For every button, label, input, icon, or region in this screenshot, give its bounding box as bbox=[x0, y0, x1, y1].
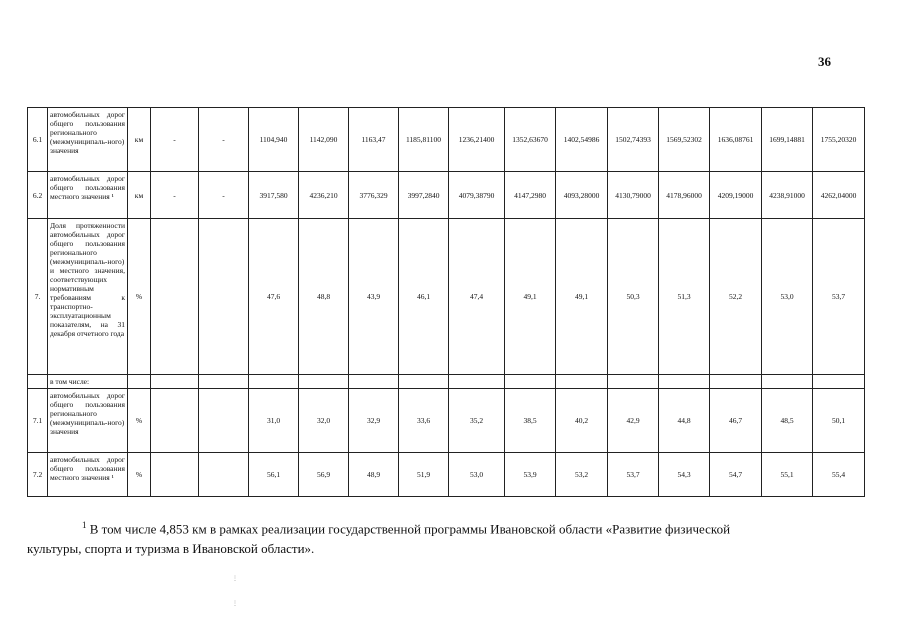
value-cell: 1163,47 bbox=[349, 108, 399, 172]
value-cell: 1104,940 bbox=[249, 108, 299, 172]
value-cell bbox=[449, 375, 505, 389]
base-value-cell: - bbox=[151, 108, 199, 172]
value-cell: 4238,91000 bbox=[762, 172, 813, 219]
value-cell: 55,4 bbox=[813, 453, 865, 497]
scan-artifact: ⋮ bbox=[232, 576, 238, 582]
value-cell: 54,7 bbox=[710, 453, 762, 497]
page-number: 36 bbox=[818, 54, 831, 69]
base-value-cell bbox=[199, 219, 249, 375]
value-cell: 4262,04000 bbox=[813, 172, 865, 219]
value-cell: 47,6 bbox=[249, 219, 299, 375]
value-cell: 1502,74393 bbox=[608, 108, 659, 172]
indicator-name-cell: автомобильных дорог общего пользования местного значения ¹ bbox=[48, 453, 128, 497]
value-cell: 53,9 bbox=[505, 453, 556, 497]
unit-cell: % bbox=[128, 453, 151, 497]
value-cell: 48,5 bbox=[762, 389, 813, 453]
value-cell: 48,9 bbox=[349, 453, 399, 497]
value-cell bbox=[556, 375, 608, 389]
value-cell: 33,6 bbox=[399, 389, 449, 453]
indicator-name-cell: автомобильных дорог общего пользования регионального (межмуниципаль-ного) значения bbox=[48, 389, 128, 453]
table-row bbox=[28, 219, 865, 375]
value-cell: 51,9 bbox=[399, 453, 449, 497]
value-cell: 3776,329 bbox=[349, 172, 399, 219]
value-cell bbox=[505, 375, 556, 389]
row-number-cell: 7.2 bbox=[28, 453, 48, 497]
table-row bbox=[28, 389, 865, 453]
value-cell: 56,1 bbox=[249, 453, 299, 497]
value-cell bbox=[249, 375, 299, 389]
value-cell bbox=[813, 375, 865, 389]
base-value-cell: - bbox=[199, 108, 249, 172]
value-cell: 32,0 bbox=[299, 389, 349, 453]
value-cell: 4130,79000 bbox=[608, 172, 659, 219]
value-cell bbox=[659, 375, 710, 389]
base-value-cell bbox=[151, 389, 199, 453]
value-cell: 47,4 bbox=[449, 219, 505, 375]
base-value-cell: - bbox=[199, 172, 249, 219]
unit-cell: км bbox=[128, 108, 151, 172]
value-cell: 4147,2980 bbox=[505, 172, 556, 219]
table-row bbox=[28, 453, 865, 497]
base-value-cell bbox=[151, 375, 199, 389]
value-cell: 4079,38790 bbox=[449, 172, 505, 219]
footnote-text-line1: В том числе 4,853 км в рамках реализации государственной программы Ивановской области «Развитие физической bbox=[89, 521, 731, 537]
value-cell: 44,8 bbox=[659, 389, 710, 453]
value-cell: 55,1 bbox=[762, 453, 813, 497]
base-value-cell bbox=[199, 375, 249, 389]
base-value-cell bbox=[199, 389, 249, 453]
base-value-cell bbox=[151, 219, 199, 375]
value-cell: 1402,54986 bbox=[556, 108, 608, 172]
unit-cell: км bbox=[128, 172, 151, 219]
base-value-cell bbox=[151, 453, 199, 497]
value-cell: 53,2 bbox=[556, 453, 608, 497]
value-cell: 51,3 bbox=[659, 219, 710, 375]
row-number-cell: 7. bbox=[28, 219, 48, 375]
footnote-text-line2: культуры, спорта и туризма в Ивановской области». bbox=[27, 541, 315, 557]
indicator-name-cell: в том числе: bbox=[48, 375, 128, 389]
value-cell: 1699,14881 bbox=[762, 108, 813, 172]
row-number-cell bbox=[28, 375, 48, 389]
value-cell: 48,8 bbox=[299, 219, 349, 375]
value-cell: 4209,19000 bbox=[710, 172, 762, 219]
value-cell: 4236,210 bbox=[299, 172, 349, 219]
value-cell: 53,0 bbox=[449, 453, 505, 497]
indicator-name-cell: автомобильных дорог общего пользования местного значения ¹ bbox=[48, 172, 128, 219]
unit-cell: % bbox=[128, 219, 151, 375]
value-cell: 53,7 bbox=[608, 453, 659, 497]
value-cell: 53,0 bbox=[762, 219, 813, 375]
value-cell: 49,1 bbox=[556, 219, 608, 375]
value-cell: 52,2 bbox=[710, 219, 762, 375]
value-cell: 1352,63670 bbox=[505, 108, 556, 172]
value-cell: 1755,20320 bbox=[813, 108, 865, 172]
value-cell: 31,0 bbox=[249, 389, 299, 453]
value-cell: 46,1 bbox=[399, 219, 449, 375]
indicators-table bbox=[27, 107, 865, 497]
value-cell: 1185,81100 bbox=[399, 108, 449, 172]
row-number-cell: 6.2 bbox=[28, 172, 48, 219]
value-cell: 4093,28000 bbox=[556, 172, 608, 219]
value-cell: 38,5 bbox=[505, 389, 556, 453]
value-cell bbox=[608, 375, 659, 389]
value-cell: 50,3 bbox=[608, 219, 659, 375]
value-cell bbox=[349, 375, 399, 389]
unit-cell: % bbox=[128, 389, 151, 453]
table-row bbox=[28, 108, 865, 172]
indicator-name-cell: Доля протяженности автомобильных дорог общего пользования регионального (межмуниципаль-ного) и местного значения, соответствующих нормативным требованиям к транспортно-эксплуатационным показателям, на 31 декабря отчетного года bbox=[48, 219, 128, 375]
value-cell: 32,9 bbox=[349, 389, 399, 453]
value-cell: 1236,21400 bbox=[449, 108, 505, 172]
value-cell: 1569,52302 bbox=[659, 108, 710, 172]
value-cell bbox=[710, 375, 762, 389]
footnote-marker: 1 bbox=[82, 520, 87, 530]
value-cell: 35,2 bbox=[449, 389, 505, 453]
table-row bbox=[28, 172, 865, 219]
value-cell: 42,9 bbox=[608, 389, 659, 453]
indicator-name-cell: автомобильных дорог общего пользования регионального (межмуниципаль-ного) значения bbox=[48, 108, 128, 172]
value-cell: 56,9 bbox=[299, 453, 349, 497]
value-cell: 53,7 bbox=[813, 219, 865, 375]
value-cell: 50,1 bbox=[813, 389, 865, 453]
value-cell: 43,9 bbox=[349, 219, 399, 375]
value-cell: 49,1 bbox=[505, 219, 556, 375]
table-row bbox=[28, 375, 865, 389]
row-number-cell: 7.1 bbox=[28, 389, 48, 453]
value-cell: 40,2 bbox=[556, 389, 608, 453]
scan-artifact: ⋮ bbox=[232, 601, 238, 607]
value-cell: 4178,96000 bbox=[659, 172, 710, 219]
unit-cell bbox=[128, 375, 151, 389]
value-cell: 54,3 bbox=[659, 453, 710, 497]
value-cell bbox=[762, 375, 813, 389]
footnote bbox=[27, 515, 835, 559]
table-body bbox=[28, 108, 865, 497]
value-cell: 1142,090 bbox=[299, 108, 349, 172]
value-cell bbox=[299, 375, 349, 389]
value-cell: 1636,08761 bbox=[710, 108, 762, 172]
value-cell: 46,7 bbox=[710, 389, 762, 453]
value-cell: 3997,2840 bbox=[399, 172, 449, 219]
base-value-cell bbox=[199, 453, 249, 497]
row-number-cell: 6.1 bbox=[28, 108, 48, 172]
value-cell: 3917,580 bbox=[249, 172, 299, 219]
value-cell bbox=[399, 375, 449, 389]
base-value-cell: - bbox=[151, 172, 199, 219]
